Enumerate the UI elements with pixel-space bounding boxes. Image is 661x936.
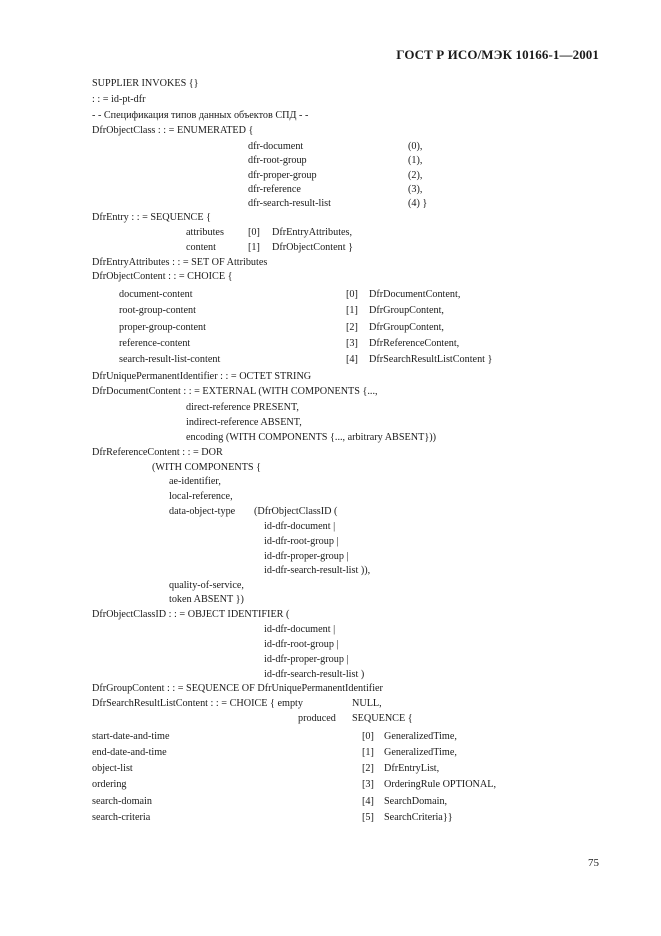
text-line: dfr-document: [248, 141, 304, 152]
text-line: [1]: [248, 242, 260, 253]
text-line: start-date-and-time: [92, 731, 170, 742]
text-line: (0),: [408, 141, 423, 152]
text-line: SearchDomain,: [384, 796, 448, 807]
text-line: DfrObjectContent : : = CHOICE {: [92, 271, 233, 282]
text-line: direct-reference PRESENT,: [186, 402, 299, 413]
text-line: (DfrObjectClassID (: [254, 506, 338, 517]
text-line: attributes: [186, 227, 224, 238]
text-line: (4) }: [408, 198, 428, 209]
text-line: reference-content: [119, 338, 191, 349]
text-line: DfrReferenceContent : : = DOR: [92, 447, 223, 458]
text-line: proper-group-content: [119, 322, 206, 333]
text-line: DfrReferenceContent,: [369, 338, 460, 349]
text-line: [0]: [248, 227, 260, 238]
text-line: encoding (WITH COMPONENTS {..., arbitrary ABSENT})): [186, 432, 436, 443]
text-line: DfrEntryAttributes : : = SET OF Attributes: [92, 257, 268, 268]
text-line: id-dfr-proper-group |: [264, 654, 349, 665]
text-line: DfrObjectClass : : = ENUMERATED {: [92, 125, 254, 136]
text-line: id-dfr-search-result-list ): [264, 669, 365, 680]
text-line: ae-identifier,: [169, 476, 221, 487]
text-line: DfrDocumentContent : : = EXTERNAL (WITH COMPONENTS {...,: [92, 386, 378, 397]
text-line: SEQUENCE {: [352, 713, 413, 724]
text-line: SUPPLIER INVOKES {}: [92, 78, 199, 89]
text-line: [2]: [346, 322, 358, 333]
text-line: dfr-search-result-list: [248, 198, 331, 209]
text-line: OrderingRule OPTIONAL,: [384, 779, 497, 790]
text-line: DfrObjectClassID : : = OBJECT IDENTIFIER (: [92, 609, 290, 620]
text-line: id-dfr-root-group |: [264, 536, 339, 547]
text-line: (3),: [408, 184, 423, 195]
text-line: DfrSearchResultListContent }: [369, 354, 493, 365]
text-line: search-criteria: [92, 812, 151, 823]
text-line: [3]: [346, 338, 358, 349]
text-line: DfrGroupContent : : = SEQUENCE OF DfrUniquePermanentIdentifier: [92, 683, 383, 694]
text-line: - - Спецификация типов данных объектов СПД - -: [92, 110, 309, 121]
text-line: quality-of-service,: [169, 580, 244, 591]
text-line: dfr-proper-group: [248, 170, 317, 181]
text-line: document-content: [119, 289, 193, 300]
text-line: (2),: [408, 170, 423, 181]
text-line: (WITH COMPONENTS {: [152, 462, 262, 473]
text-line: DfrEntryAttributes,: [272, 227, 353, 238]
text-line: [1]: [346, 305, 358, 316]
text-line: [0]: [346, 289, 358, 300]
text-line: id-dfr-search-result-list )),: [264, 565, 371, 576]
text-line: ordering: [92, 779, 127, 790]
text-line: DfrDocumentContent,: [369, 289, 461, 300]
text-line: GeneralizedTime,: [384, 747, 457, 758]
text-line: data-object-type: [169, 506, 236, 517]
text-line: token ABSENT }): [169, 594, 244, 605]
text-line: DfrObjectContent }: [272, 242, 353, 253]
text-line: indirect-reference ABSENT,: [186, 417, 302, 428]
text-line: : : = id-pt-dfr: [92, 94, 146, 105]
text-line: DfrUniquePermanentIdentifier : : = OCTET STRING: [92, 371, 312, 382]
text-line: GeneralizedTime,: [384, 731, 457, 742]
text-line: (1),: [408, 155, 423, 166]
text-line: [5]: [362, 812, 374, 823]
text-line: end-date-and-time: [92, 747, 167, 758]
text-line: [2]: [362, 763, 374, 774]
text-line: id-dfr-root-group |: [264, 639, 339, 650]
text-line: [0]: [362, 731, 374, 742]
text-line: object-list: [92, 763, 133, 774]
text-line: dfr-reference: [248, 184, 301, 195]
text-line: [3]: [362, 779, 374, 790]
text-line: local-reference,: [169, 491, 233, 502]
text-line: id-dfr-document |: [264, 624, 336, 635]
text-line: dfr-root-group: [248, 155, 307, 166]
text-line: search-domain: [92, 796, 152, 807]
text-line: root-group-content: [119, 305, 196, 316]
text-line: content: [186, 242, 216, 253]
page-number: 75: [588, 857, 599, 869]
text-line: SearchCriteria}}: [384, 812, 453, 823]
text-line: search-result-list-content: [119, 354, 221, 365]
text-line: [4]: [362, 796, 374, 807]
page-header: ГОСТ Р ИСО/МЭК 10166-1—2001: [396, 47, 599, 62]
text-line: DfrGroupContent,: [369, 322, 444, 333]
text-line: [4]: [346, 354, 358, 365]
text-line: produced: [298, 713, 336, 724]
text-line: id-dfr-proper-group |: [264, 551, 349, 562]
text-line: [1]: [362, 747, 374, 758]
text-line: DfrEntry : : = SEQUENCE {: [92, 212, 212, 223]
text-line: DfrGroupContent,: [369, 305, 444, 316]
text-line: DfrEntryList,: [384, 763, 440, 774]
text-line: id-dfr-document |: [264, 521, 336, 532]
text-line: NULL,: [352, 698, 382, 709]
text-line: DfrSearchResultListContent : : = CHOICE { empty: [92, 698, 303, 709]
